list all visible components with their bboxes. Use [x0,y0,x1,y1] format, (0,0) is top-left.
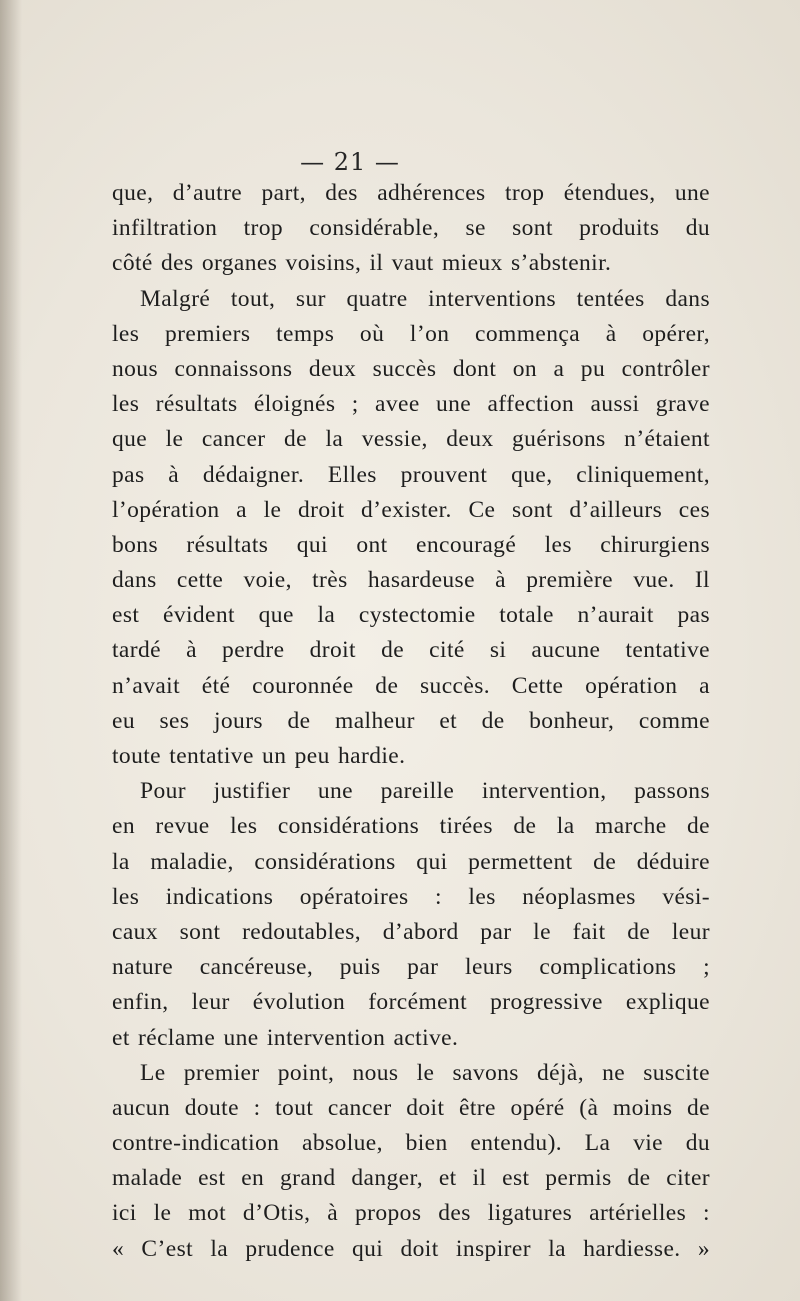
text-line: l’opération a le droit d’exister. Ce sont d’ailleurs ces [112,496,710,523]
text-line: nous connaissons deux succès dont on a pu contrôler [112,355,710,382]
text-line: et réclame une intervention active. [112,1024,459,1051]
text-line: dans cette voie, très hasardeuse à première vue. Il [112,567,710,594]
text-line: enfin, leur évolution forcément progressive explique [112,989,710,1016]
text-line: ici le mot d’Otis, à propos des ligatures artérielles : [112,1200,710,1227]
text-line: eu ses jours de malheur et de bonheur, comme [112,707,710,734]
text-line: « C’est la prudence qui doit inspirer la hardiesse. » [112,1235,710,1262]
text-line: toute tentative un peu hardie. [112,743,406,769]
text-line: côté des organes voisins, il vaut mieux s’abstenir. [112,250,612,277]
text-line: Pour justifier une pareille intervention, passons [140,778,710,805]
text-line: en revue les considérations tirées de la marche de [112,813,710,840]
text-line: pas à dédaigner. Elles prouvent que, cliniquement, [112,461,710,488]
text-line: Le premier point, nous le savons déjà, ne suscite [140,1059,710,1086]
text-line: tardé à perdre droit de cité si aucune tentative [112,637,710,664]
text-line: malade est en grand danger, et il est permis de citer [112,1165,710,1192]
body-text [112,176,710,1267]
text-line: infiltration trop considérable, se sont produits du [112,215,710,242]
text-line: n’avait été couronnée de succès. Cette opération a [112,672,710,699]
text-line: est évident que la cystectomie totale n’aurait pas [112,602,710,629]
page-number: — 21 — [300,148,400,176]
text-line: la maladie, considérations qui permettent de déduire [112,848,710,875]
text-line: aucun doute : tout cancer doit être opéré (à moins de [112,1094,710,1121]
text-line: les premiers temps où l’on commença à opérer, [112,320,710,347]
text-line: que le cancer de la vessie, deux guérisons n’étaient [112,426,710,453]
text-line: contre-indication absolue, bien entendu). La vie du [112,1130,710,1157]
page-edge-shadow [0,0,22,1301]
text-line: que, d’autre part, des adhérences trop étendues, une [112,180,710,206]
text-line: nature cancéreuse, puis par leurs complications ; [112,954,710,981]
text-line: caux sont redoutables, d’abord par le fait de leur [112,918,710,945]
text-line: les résultats éloignés ; avee une affection aussi grave [112,391,710,418]
text-line: bons résultats qui ont encouragé les chirurgiens [112,531,710,558]
text-line: les indications opératoires : les néoplasmes vési- [112,883,710,910]
text-line: Malgré tout, sur quatre interventions tentées dans [140,285,710,312]
